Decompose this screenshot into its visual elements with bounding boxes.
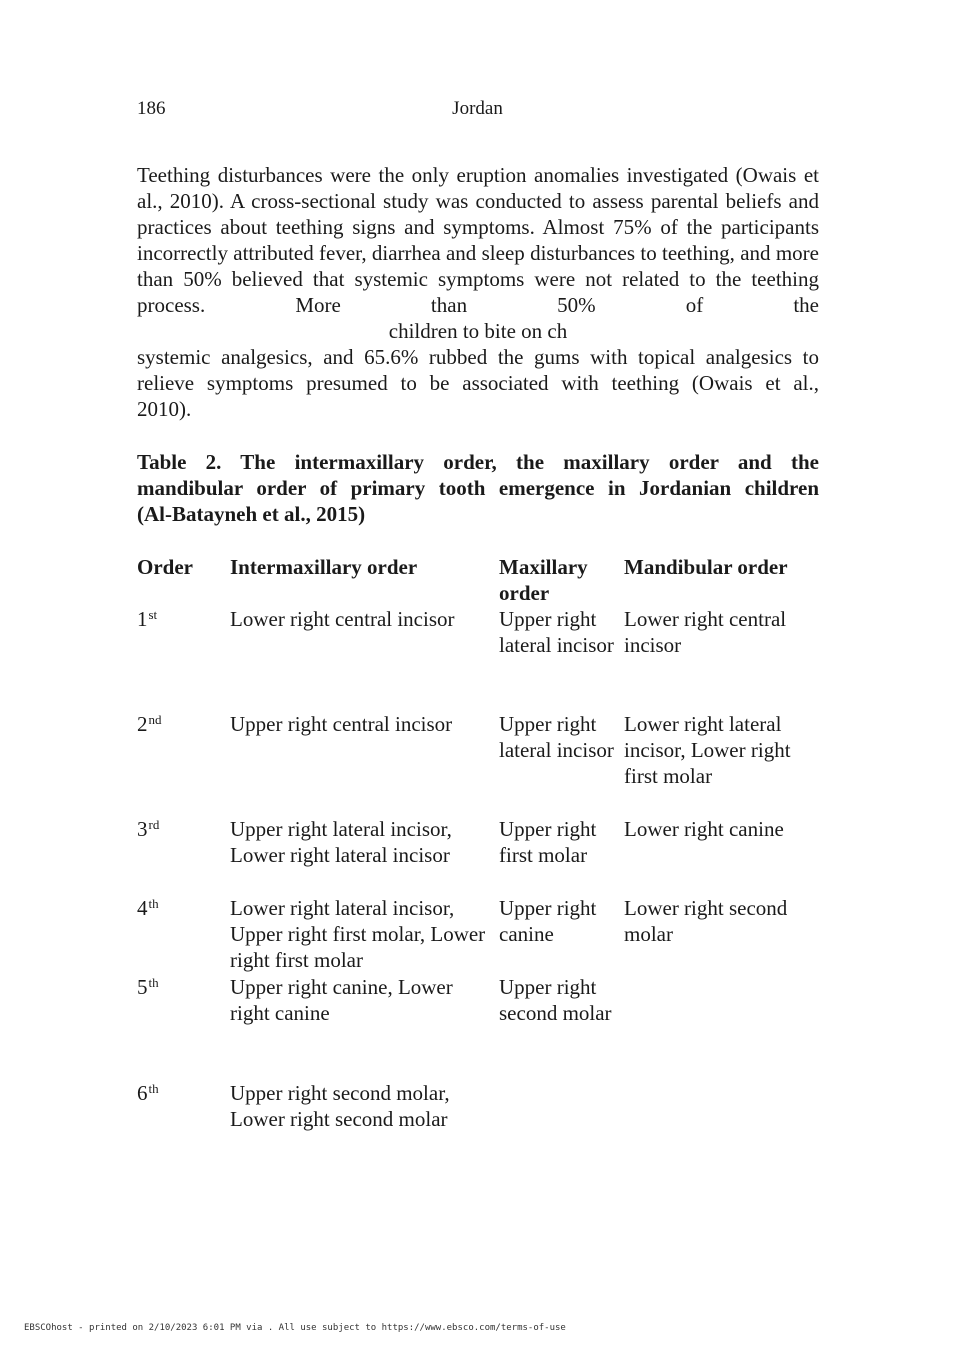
body-paragraph: Teething disturbances were the only eruption anomalies investigated (Owais et al., 2010). A cross-sectional study was conducted to assess parental beliefs and practices about teething signs and symptoms. Almost 75% of the participants incorrectly attributed fever, diarrhea and sleep disturbances to teething, and more than 50% believed that systemic symptoms were not related to the teething process. More than 50% of the <box>137 163 819 317</box>
maxillary-cell: Upper right canine <box>499 896 597 946</box>
column-header-intermaxillary: Intermaxillary order <box>230 555 418 579</box>
intermaxillary-cell: Upper right canine, Lower right canine <box>230 975 453 1025</box>
table-row <box>137 816 819 895</box>
ebsco-footer: EBSCOhost - printed on 2/10/2023 6:01 PM via . All use subject to https://www.ebsco.com/terms-of-use <box>24 1323 566 1333</box>
order-suffix: st <box>148 607 158 622</box>
table-row <box>137 895 819 974</box>
caption-line: mandibular order of primary tooth emergence in Jordanian children <box>137 476 819 500</box>
order-number: 4 <box>137 896 148 920</box>
table-header-row <box>137 554 819 606</box>
table-caption <box>137 449 819 527</box>
column-header-order: Order <box>137 555 193 579</box>
table-row <box>137 606 819 711</box>
text-line: 2010). <box>137 397 192 421</box>
order-suffix: th <box>148 896 159 911</box>
emergence-order-table <box>137 554 819 1132</box>
mandibular-cell: Lower right central incisor <box>624 607 787 657</box>
mandibular-cell: Lower right second molar <box>624 896 788 946</box>
order-cell <box>137 606 227 632</box>
order-suffix: th <box>148 975 159 990</box>
order-number: 5 <box>137 975 148 999</box>
table-row <box>137 1080 819 1132</box>
column-header-maxillary: Maxillary order <box>499 555 588 605</box>
maxillary-cell: Upper right lateral incisor <box>499 712 614 762</box>
order-cell <box>137 711 227 737</box>
caption-line: Table 2. The intermaxillary order, the maxillary order and the <box>137 450 819 474</box>
caption-line: (Al-Batayneh et al., 2015) <box>137 502 366 526</box>
body-paragraph <box>137 344 819 422</box>
body-paragraph-fragment: children to bite on ch <box>388 319 568 343</box>
intermaxillary-cell: Lower right lateral incisor, Upper right first molar, Lower right first molar <box>230 896 486 972</box>
order-number: 3 <box>137 817 148 841</box>
column-header-mandibular: Mandibular order <box>624 555 788 579</box>
maxillary-cell: Upper right lateral incisor <box>499 607 614 657</box>
order-cell <box>137 1080 227 1106</box>
mandibular-cell: Lower right lateral incisor, Lower right first molar <box>624 712 791 788</box>
order-suffix: th <box>148 1081 159 1096</box>
running-title: Jordan <box>452 98 503 119</box>
order-number: 1 <box>137 607 148 631</box>
table-row <box>137 711 819 816</box>
order-number: 6 <box>137 1081 148 1105</box>
page-number: 186 <box>137 98 166 119</box>
intermaxillary-cell: Lower right central incisor <box>230 607 455 631</box>
text-line: relieve symptoms presumed to be associated with teething (Owais et al., <box>137 371 819 395</box>
maxillary-cell: Upper right second molar <box>499 975 612 1025</box>
order-suffix: rd <box>148 817 160 832</box>
order-number: 2 <box>137 712 148 736</box>
intermaxillary-cell: Upper right central incisor <box>230 712 453 736</box>
order-cell <box>137 974 227 1000</box>
text-line: systemic analgesics, and 65.6% rubbed the gums with topical analgesics to <box>137 345 819 369</box>
mandibular-cell: Lower right canine <box>624 817 784 841</box>
intermaxillary-cell: Upper right second molar, Lower right second molar <box>230 1081 450 1131</box>
order-cell <box>137 895 227 921</box>
order-suffix: nd <box>148 712 162 727</box>
order-cell <box>137 816 227 842</box>
table-row <box>137 974 819 1080</box>
maxillary-cell: Upper right first molar <box>499 817 597 867</box>
intermaxillary-cell: Upper right lateral incisor, Lower right lateral incisor <box>230 817 452 867</box>
